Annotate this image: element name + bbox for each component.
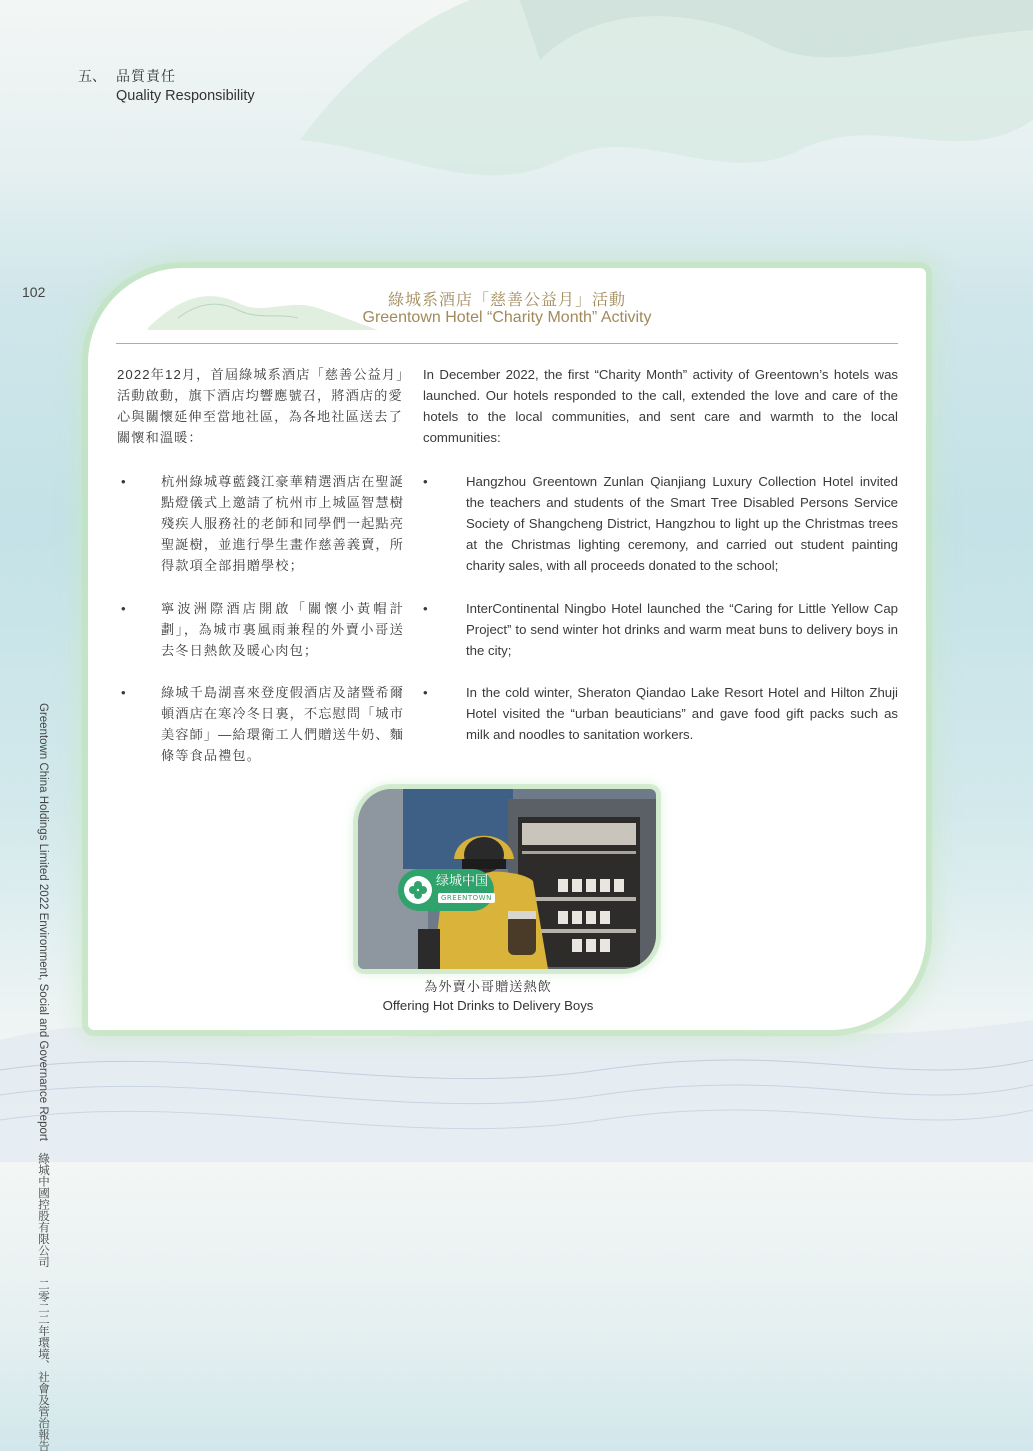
intro-paragraph-en: In December 2022, the first “Charity Month” activity of Greentown’s hotels was launched. Our hotels responded to the call, extended the love and care of the hotels to the local communities, and sent care and warmth to the local communities: (423, 367, 898, 445)
greentown-sign (398, 869, 494, 911)
sign-text-en: GREENTOWN (438, 893, 495, 903)
section-heading (78, 66, 255, 104)
bullet-icon: • (121, 601, 126, 616)
clover-logo-icon (404, 876, 432, 904)
list-item-text-cn: 寧波洲際酒店開啟「關懷小黃帽計劃」，為城市裏風雨兼程的外賣小哥送去冬日熱飲及暖心肉包； (161, 601, 404, 658)
bullet-icon: • (423, 601, 428, 616)
intro-paragraph-cn: 2022年12月，首屆綠城系酒店「慈善公益月」活動啟動，旗下酒店均響應號召，將酒店的愛心與關懷延伸至當地社區，為各地社區送去了關懷和溫暖： (117, 367, 404, 445)
section-title-cn: 品質責任 (116, 68, 176, 84)
photo-caption-en: Offering Hot Drinks to Delivery Boys (382, 998, 594, 1013)
sign-text-cn: 绿城中国 (436, 874, 489, 889)
list-item-text-cn: 綠城千島湖喜來登度假酒店及諸暨希爾頓酒店在寒冷冬日裏，不忘慰問「城市美容師」—給環衛工人們贈送牛奶、麵條等食品禮包。 (161, 685, 404, 763)
bullet-icon: • (423, 685, 428, 700)
bullet-icon: • (423, 474, 428, 489)
list-item-text-en: Hangzhou Greentown Zunlan Qianjiang Luxury Collection Hotel invited the teachers and students of the Smart Tree Disabled Persons Service Society of Shangcheng District, Hangzhou to light up the Christmas trees at the Christmas lighting ceremony, and carried out student painting charity sales, with all proceeds donated to the school; (466, 474, 898, 573)
report-side-title: Greentown China Holdings Limited 2022 Environment, Social and Governance Report 綠城中國控股有限公司 二零二二年環境、社會及管治報告 (37, 703, 49, 1451)
bullet-icon: • (121, 685, 126, 700)
section-title-en: Quality Responsibility (116, 88, 255, 104)
activity-title-en: Greentown Hotel “Charity Month” Activity (362, 309, 652, 326)
section-number: 五、 (78, 68, 106, 84)
content-panel (88, 268, 926, 1030)
activity-title-cn: 綠城系酒店「慈善公益月」活動 (387, 292, 626, 309)
list-item-text-cn: 杭州綠城尊藍錢江豪華精選酒店在聖誕點燈儀式上邀請了杭州市上城區智慧樹殘疾人服務社的老師和同學們一起點亮聖誕樹，並進行學生畫作慈善義賣，所得款項全部捐贈學校； (161, 474, 404, 573)
page-number: 102 (22, 284, 46, 300)
bullet-icon: • (121, 474, 126, 489)
delivery-photo (358, 789, 656, 969)
list-item-text-en: InterContinental Ningbo Hotel launched the “Caring for Little Yellow Cap Project” to send winter hot drinks and warm meat buns to delivery boys in the city; (466, 601, 898, 658)
list-item-text-en: In the cold winter, Sheraton Qiandao Lake Resort Hotel and Hilton Zhuji Hotel visited the “urban beauticians” and gave food gift packs such as milk and noodles to sanitation workers. (466, 685, 898, 742)
title-divider (116, 343, 898, 344)
photo-caption-cn: 為外賣小哥贈送熱飲 (424, 979, 552, 994)
